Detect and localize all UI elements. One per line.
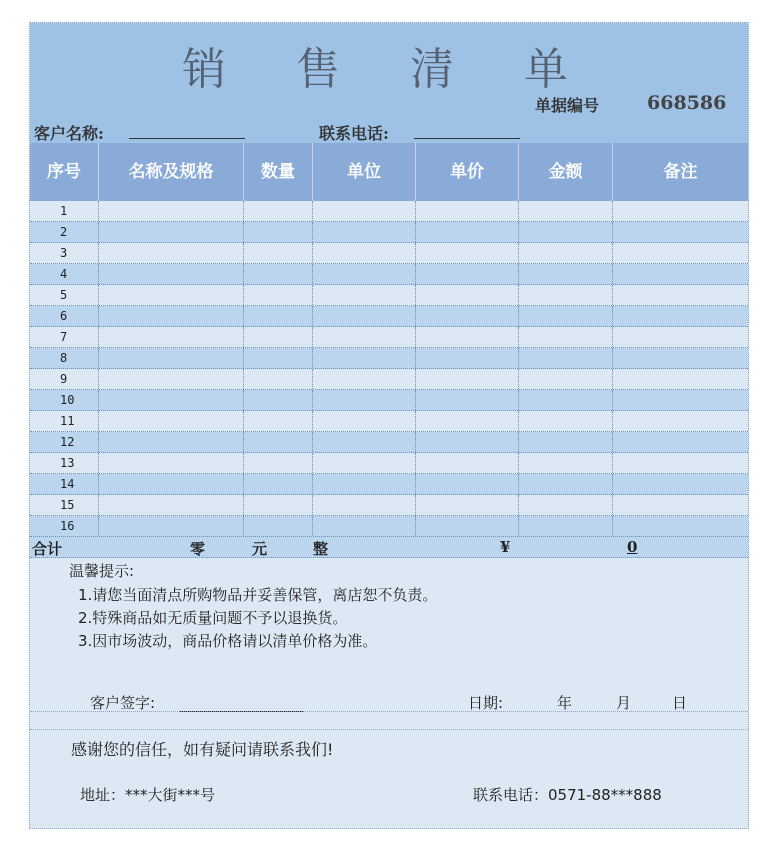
- col-header-name-spec: 名称及规格: [99, 143, 244, 201]
- table-cell[interactable]: [244, 390, 313, 410]
- table-row: [30, 369, 748, 390]
- total-amount: 0: [627, 538, 638, 556]
- table-cell[interactable]: [416, 369, 519, 389]
- table-cell[interactable]: [244, 243, 313, 263]
- table-cell[interactable]: [613, 474, 748, 494]
- table-row: [30, 201, 748, 222]
- table-cell[interactable]: [244, 411, 313, 431]
- table-cell[interactable]: [244, 369, 313, 389]
- col-header-seq: 序号: [30, 143, 99, 201]
- receipt-title: 销 售 清 单: [182, 44, 596, 95]
- col-header-unit-price: 单价: [416, 143, 519, 201]
- table-body: [30, 201, 748, 537]
- table-cell[interactable]: [244, 285, 313, 305]
- doc-number-label: 单据编号: [535, 96, 600, 115]
- table-cell[interactable]: [99, 327, 244, 347]
- table-cell[interactable]: [99, 306, 244, 326]
- table-cell[interactable]: [519, 243, 613, 263]
- table-row: [30, 516, 748, 537]
- row-number: 8: [30, 348, 99, 368]
- table-cell[interactable]: [416, 285, 519, 305]
- table-cell[interactable]: [519, 369, 613, 389]
- table-cell[interactable]: [519, 201, 613, 221]
- store-address: 地址：***大街***号: [80, 786, 216, 804]
- table-cell[interactable]: [416, 474, 519, 494]
- table-cell[interactable]: [613, 411, 748, 431]
- table-cell[interactable]: [244, 201, 313, 221]
- table-cell[interactable]: [244, 264, 313, 284]
- tips-heading: 温馨提示:: [69, 562, 135, 580]
- table-cell[interactable]: [99, 390, 244, 410]
- table-cell[interactable]: [613, 243, 748, 263]
- table-cell[interactable]: [244, 348, 313, 368]
- table-cell[interactable]: [416, 222, 519, 242]
- tip-item-2: 2.特殊商品如无质量问题不予以退换货。: [78, 609, 348, 627]
- customer-name-field[interactable]: [129, 138, 245, 139]
- table-cell[interactable]: [313, 411, 416, 431]
- table-cell[interactable]: [613, 369, 748, 389]
- table-cell[interactable]: [244, 327, 313, 347]
- table-cell[interactable]: [99, 411, 244, 431]
- table-row: [30, 390, 748, 411]
- table-cell[interactable]: [99, 264, 244, 284]
- total-chinese-amount: 零: [190, 540, 206, 558]
- table-row: [30, 306, 748, 327]
- customer-signature-label: 客户签字:: [90, 694, 156, 712]
- table-row: [30, 453, 748, 474]
- table-cell[interactable]: [416, 243, 519, 263]
- customer-name-label: 客户名称:: [34, 124, 104, 143]
- table-cell[interactable]: [99, 348, 244, 368]
- table-row: [30, 327, 748, 348]
- table-cell[interactable]: [244, 516, 313, 536]
- table-cell[interactable]: [416, 516, 519, 536]
- date-month: 月: [616, 694, 632, 712]
- table-row: [30, 432, 748, 453]
- table-cell[interactable]: [244, 474, 313, 494]
- row-number: 12: [30, 432, 99, 452]
- row-number: 9: [30, 369, 99, 389]
- table-cell[interactable]: [519, 348, 613, 368]
- table-header: [30, 143, 748, 201]
- table-cell[interactable]: [519, 495, 613, 515]
- table-cell[interactable]: [313, 516, 416, 536]
- contact-phone-field[interactable]: [414, 138, 520, 139]
- table-cell[interactable]: [519, 264, 613, 284]
- col-header-remarks: 备注: [663, 162, 698, 182]
- total-row: [30, 537, 748, 558]
- table-row: [30, 264, 748, 285]
- table-cell[interactable]: [99, 201, 244, 221]
- table-row: [30, 243, 748, 264]
- table-cell[interactable]: [313, 495, 416, 515]
- table-cell[interactable]: [613, 390, 748, 410]
- date-label: 日期:: [468, 694, 504, 712]
- table-cell[interactable]: [313, 390, 416, 410]
- table-cell[interactable]: [613, 306, 748, 326]
- table-cell[interactable]: [99, 243, 244, 263]
- table-cell[interactable]: [519, 432, 613, 452]
- table-cell[interactable]: [613, 432, 748, 452]
- row-number: 7: [30, 327, 99, 347]
- table-cell[interactable]: [416, 432, 519, 452]
- table-cell[interactable]: [313, 264, 416, 284]
- total-label: 合计: [32, 540, 63, 558]
- table-cell[interactable]: [416, 348, 519, 368]
- table-row: [30, 495, 748, 516]
- table-cell[interactable]: [313, 306, 416, 326]
- date-day: 日: [672, 694, 688, 712]
- section-divider: [30, 729, 748, 730]
- table-row: [30, 474, 748, 495]
- row-number: 5: [30, 285, 99, 305]
- table-cell[interactable]: [416, 495, 519, 515]
- table-cell[interactable]: [313, 432, 416, 452]
- store-contact-phone: 联系电话：0571-88***888: [473, 786, 662, 804]
- row-number: 4: [30, 264, 99, 284]
- table-cell[interactable]: [519, 411, 613, 431]
- table-cell[interactable]: [519, 285, 613, 305]
- table-cell[interactable]: [613, 516, 748, 536]
- table-cell[interactable]: [519, 306, 613, 326]
- col-header-unit: 单位: [313, 143, 416, 201]
- table-cell[interactable]: [99, 369, 244, 389]
- row-number: 10: [30, 390, 99, 410]
- table-cell[interactable]: [613, 264, 748, 284]
- total-zheng: 整: [313, 540, 329, 558]
- col-header-amount: 金额: [519, 143, 613, 201]
- table-cell[interactable]: [416, 306, 519, 326]
- table-cell[interactable]: [313, 453, 416, 473]
- table-cell[interactable]: [99, 453, 244, 473]
- row-number: 11: [30, 411, 99, 431]
- table-cell[interactable]: [99, 495, 244, 515]
- table-cell[interactable]: [519, 453, 613, 473]
- tip-item-1: 1.请您当面清点所购物品并妥善保管，离店恕不负责。: [78, 586, 438, 604]
- table-cell[interactable]: [313, 243, 416, 263]
- row-number: 13: [30, 453, 99, 473]
- table-cell[interactable]: [519, 390, 613, 410]
- section-divider: [30, 711, 748, 712]
- table-cell[interactable]: [313, 369, 416, 389]
- table-cell[interactable]: [313, 201, 416, 221]
- tip-item-3: 3.因市场波动，商品价格请以清单价格为准。: [78, 632, 378, 650]
- table-cell[interactable]: [613, 285, 748, 305]
- table-row: [30, 411, 748, 432]
- table-cell[interactable]: [519, 516, 613, 536]
- row-number: 1: [30, 201, 99, 221]
- table-row: [30, 285, 748, 306]
- table-cell[interactable]: [613, 453, 748, 473]
- doc-number-value: 668586: [647, 92, 727, 114]
- sales-receipt-sheet: [29, 22, 749, 829]
- contact-phone-label: 联系电话:: [319, 124, 389, 143]
- total-currency-symbol: ¥: [500, 538, 511, 556]
- table-cell[interactable]: [416, 264, 519, 284]
- table-cell[interactable]: [99, 516, 244, 536]
- total-yuan: 元: [252, 540, 268, 558]
- row-number: 14: [30, 474, 99, 494]
- table-cell[interactable]: [613, 348, 748, 368]
- col-header-quantity: 数量: [244, 143, 313, 201]
- table-cell[interactable]: [99, 222, 244, 242]
- table-cell[interactable]: [313, 327, 416, 347]
- table-cell[interactable]: [416, 411, 519, 431]
- table-cell[interactable]: [99, 432, 244, 452]
- table-cell[interactable]: [313, 285, 416, 305]
- table-row: [30, 348, 748, 369]
- table-cell[interactable]: [416, 327, 519, 347]
- table-cell[interactable]: [244, 495, 313, 515]
- table-cell[interactable]: [244, 306, 313, 326]
- table-cell[interactable]: [244, 222, 313, 242]
- receipt-header: [30, 23, 748, 143]
- table-cell[interactable]: [99, 285, 244, 305]
- row-number: 6: [30, 306, 99, 326]
- table-cell[interactable]: [519, 327, 613, 347]
- table-cell[interactable]: [313, 222, 416, 242]
- table-cell[interactable]: [416, 201, 519, 221]
- row-number: 16: [30, 516, 99, 536]
- row-number: 2: [30, 222, 99, 242]
- table-cell[interactable]: [613, 327, 748, 347]
- table-cell[interactable]: [613, 222, 748, 242]
- thanks-message: 感谢您的信任，如有疑问请联系我们!: [71, 740, 334, 759]
- table-cell[interactable]: [416, 453, 519, 473]
- table-cell[interactable]: [99, 474, 244, 494]
- table-row: [30, 222, 748, 243]
- table-cell[interactable]: [313, 348, 416, 368]
- table-cell[interactable]: [519, 474, 613, 494]
- table-cell[interactable]: [244, 453, 313, 473]
- table-cell[interactable]: [313, 474, 416, 494]
- row-number: 15: [30, 495, 99, 515]
- table-cell[interactable]: [613, 495, 748, 515]
- table-cell[interactable]: [244, 432, 313, 452]
- table-cell[interactable]: [416, 390, 519, 410]
- row-number: 3: [30, 243, 99, 263]
- date-year: 年: [557, 694, 573, 712]
- table-cell[interactable]: [519, 222, 613, 242]
- table-cell[interactable]: [613, 201, 748, 221]
